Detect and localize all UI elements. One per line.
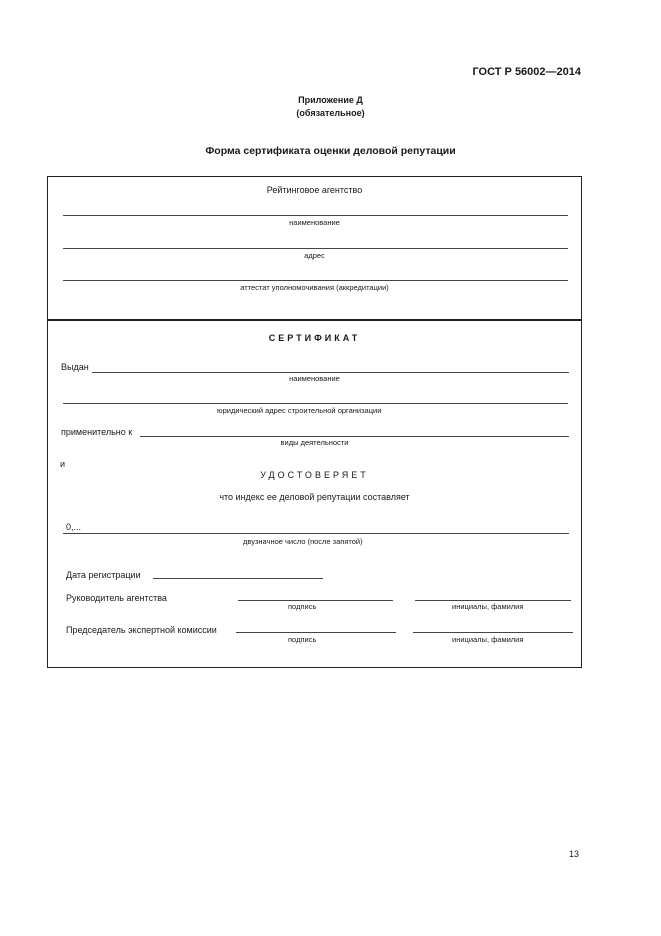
head-initials-line xyxy=(415,600,571,601)
index-line xyxy=(63,533,569,534)
agency-address-caption: адрес xyxy=(304,251,325,260)
certifies-text: УДОСТОВЕРЯЕТ xyxy=(260,470,369,480)
annex-status: (обязательное) xyxy=(296,108,365,118)
head-label: Руководитель агентства xyxy=(66,593,167,603)
form-title: Форма сертификата оценки деловой репутации xyxy=(205,145,456,157)
agency-name-caption: наименование xyxy=(289,218,340,227)
standard-header: ГОСТ Р 56002—2014 xyxy=(472,66,581,78)
chair-signature-line xyxy=(236,632,396,633)
certificate-title: СЕРТИФИКАТ xyxy=(268,333,361,343)
chair-initials-caption: инициалы, фамилия xyxy=(452,635,524,644)
agency-title: Рейтинговое агентство xyxy=(266,185,363,195)
head-signature-caption: подпись xyxy=(288,602,317,611)
issued-caption: наименование xyxy=(289,374,340,383)
head-signature-line xyxy=(238,600,393,601)
page-number: 13 xyxy=(568,849,579,859)
index-value-prefix: 0,... xyxy=(66,522,82,532)
section-divider xyxy=(47,319,582,321)
registration-label: Дата регистрации xyxy=(66,570,141,580)
index-text: что индекс ее деловой репутации составляет xyxy=(219,492,410,502)
activities-caption: виды деятельности xyxy=(280,438,349,447)
head-initials-caption: инициалы, фамилия xyxy=(452,602,524,611)
chair-initials-line xyxy=(413,632,573,633)
index-caption: двузначное число (после запятой) xyxy=(243,537,363,546)
agency-attestation-line xyxy=(63,280,568,281)
legal-address-line xyxy=(63,403,568,404)
applicable-label: применительно к xyxy=(61,427,133,437)
annex-title: Приложение Д xyxy=(298,95,363,105)
agency-name-line xyxy=(63,215,568,216)
agency-address-line xyxy=(63,248,568,249)
chair-signature-caption: подпись xyxy=(288,635,317,644)
activities-line xyxy=(140,436,569,437)
issued-line xyxy=(92,372,569,373)
agency-attestation-caption: аттестат уполномочивания (аккредитации) xyxy=(240,283,389,292)
issued-label: Выдан xyxy=(61,362,89,372)
registration-line xyxy=(153,578,323,579)
chair-label: Председатель экспертной комиссии xyxy=(66,625,217,635)
legal-address-caption: юридический адрес строительной организации xyxy=(217,406,382,415)
and-label: и xyxy=(60,459,66,469)
